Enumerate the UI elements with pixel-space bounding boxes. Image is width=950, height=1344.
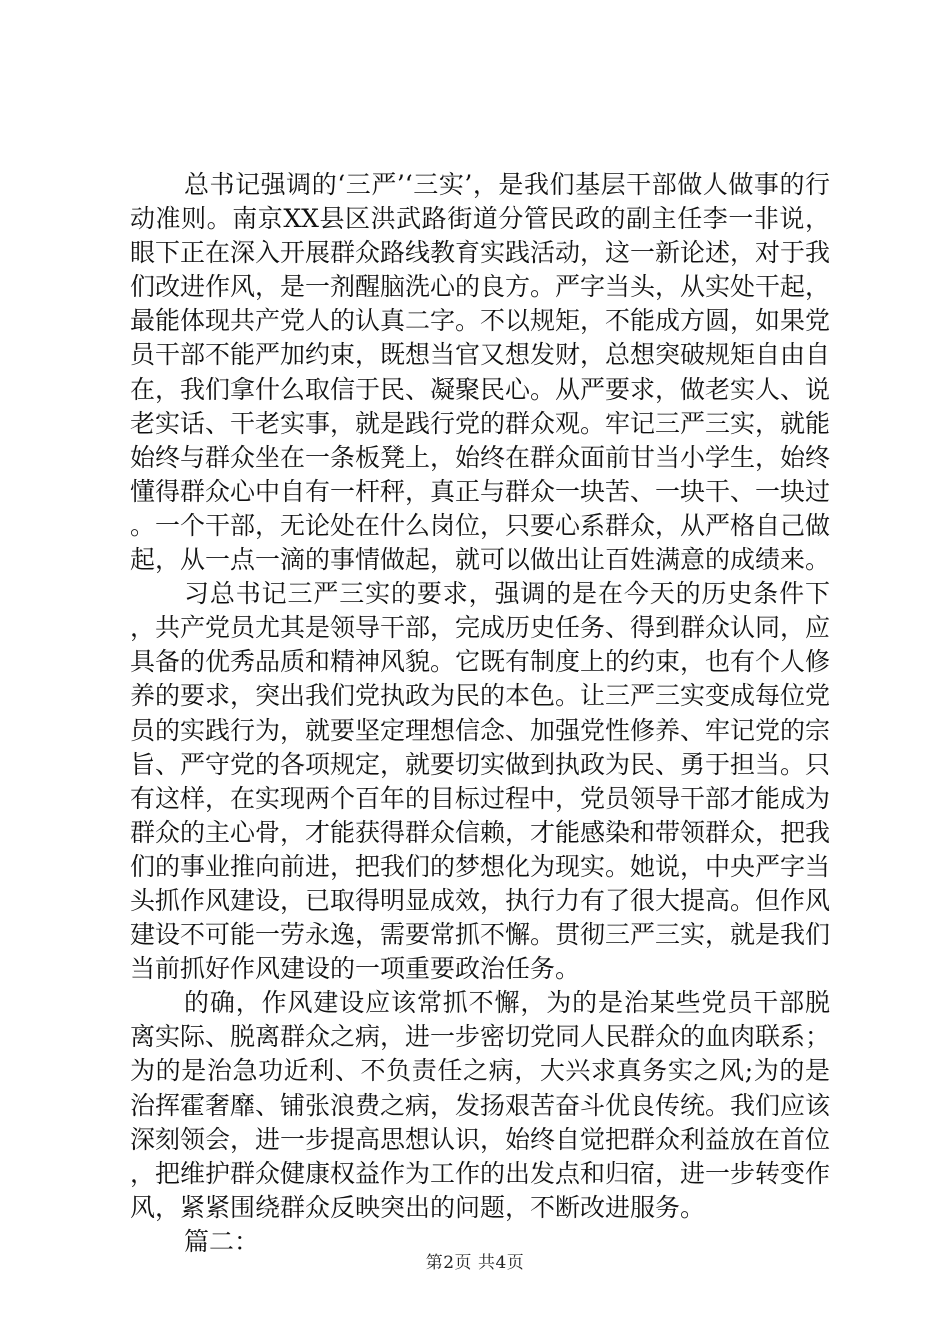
paragraph-2: 习总书记三严三实的要求，强调的是在今天的历史条件下，共产党员尤其是领导干部，完成历史任务、得到群众认同，应具备的优秀品质和精神风貌。它既有制度上的约束，也有个人修养的要求，突出我们党执政为民的本色。让三严三实变成每位党员的实践行为，就要坚定理想信念、加强党性修养、牢记党的宗旨、严守党的各项规定，就要切实做到执政为民、勇于担当。只有这样，在实现两个百年的目标过程中，党员领导干部才能成为群众的主心骨，才能获得群众信赖，才能感染和带领群众，把我们的事业推向前进，把我们的梦想化为现实。她说，中央严字当头抓作风建设，已取得明显成效，执行力有了很大提高。但作风建设不可能一劳永逸，需要常抓不懈。贯彻三严三实，就是我们当前抓好作风建设的一项重要政治任务。	[130, 579, 831, 984]
section-heading: 篇二：	[184, 1226, 260, 1256]
page-footer: 第2页 共4页	[425, 1253, 525, 1273]
document-body	[130, 168, 830, 1259]
paragraph-1: 总书记强调的‘三严’‘三实’，是我们基层干部做人做事的行动准则。南京XX县区洪武路街道分管民政的副主任李一非说，眼下正在深入开展群众路线教育实践活动，这一新论述，对于我们改进作风，是一剂醒脑洗心的良方。严字当头，从实处干起，最能体现共产党人的认真二字。不以规矩，不能成方圆，如果党员干部不能严加约束，既想当官又想发财，总想突破规矩自由自在，我们拿什么取信于民、凝聚民心。从严要求，做老实人、说老实话、干老实事，就是践行党的群众观。牢记三严三实，就能始终与群众坐在一条板凳上，始终在群众面前甘当小学生，始终懂得群众心中自有一杆秤，真正与群众一块苦、一块干、一块过。一个干部，无论处在什么岗位，只要心系群众，从严格自己做起，从一点一滴的事情做起，就可以做出让百姓满意的成绩来。	[130, 170, 831, 575]
paragraph-3: 的确，作风建设应该常抓不懈，为的是治某些党员干部脱离实际、脱离群众之病，进一步密切党同人民群众的血肉联系；为的是治急功近利、不负责任之病，大兴求真务实之风;为的是治挥霍奢靡、铺张浪费之病，发扬艰苦奋斗优良传统。我们应该深刻领会，进一步提高思想认识，始终自觉把群众利益放在首位，把维护群众健康权益作为工作的出发点和归宿，进一步转变作风，紧紧围绕群众反映突出的问题，不断改进服务。	[130, 988, 831, 1222]
